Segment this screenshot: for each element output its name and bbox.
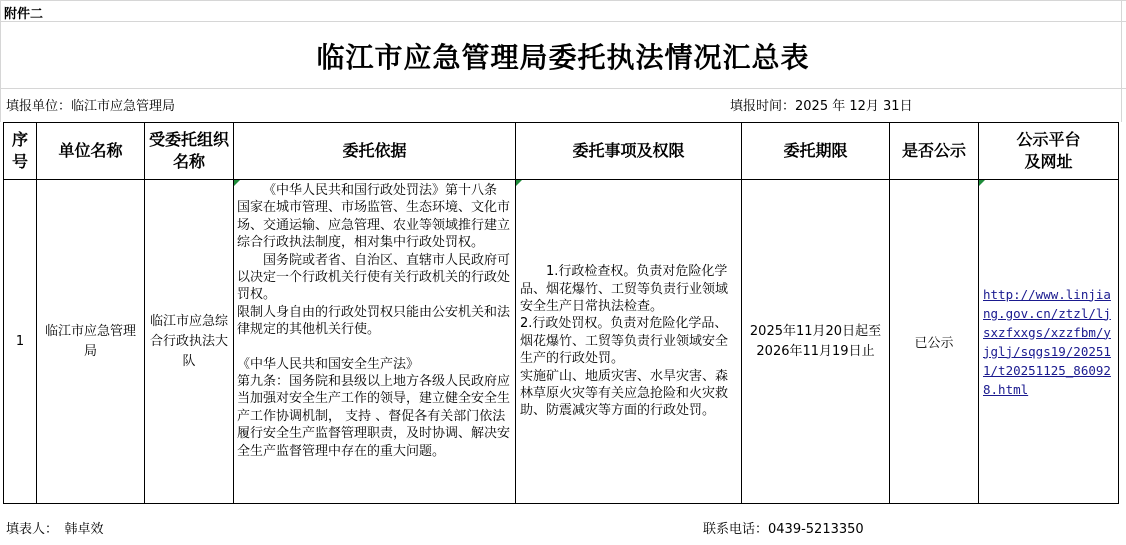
gridline	[0, 0, 1126, 1]
contact-phone: 联系电话：0439-5213350	[703, 522, 864, 537]
matters-item: 1.行政检查权。负责对危险化学品、烟花爆竹、工贸等负责行业领域安全生产日常执法检查。	[520, 264, 729, 314]
header-disclosed: 是否公示	[890, 123, 979, 180]
cell-period: 2025年11月20日起至2026年11月19日止	[742, 180, 890, 504]
basis-paragraph: 第九条：国务院和县级以上地方各级人民政府应当加强对安全生产工作的领导，建立健全安全生产工作协调机制， 支持 、督促各有关部门依法履行安全生产监督管理职责，及时协调、解决安全生产监督管理中存在的重大问题。	[237, 374, 511, 459]
cell-seq: 1	[4, 180, 37, 504]
cell-unit: 临江市应急管理局	[37, 180, 145, 504]
basis-paragraph: 限制人身自由的行政处罚权只能由公安机关和法律规定的其他机关行使。	[237, 304, 511, 338]
header-unit: 单位名称	[37, 123, 145, 180]
filler-name: 填表人： 韩卓效	[6, 522, 104, 537]
cell-entrusted-org: 临江市应急综合行政执法大队	[145, 180, 234, 504]
basis-paragraph: 《中华人民共和国安全生产法》	[237, 356, 420, 372]
cell-disclosed: 已公示	[890, 180, 979, 504]
platform-link[interactable]: http://www.linjiang.gov.cn/ztzl/ljsxzfxxgs/xzzfbm/yjglj/sqgs19/202511/t20251125_860928.html	[983, 286, 1111, 397]
header-period: 委托期限	[742, 123, 890, 180]
basis-paragraph: 国务院或者省、自治区、直辖市人民政府可以决定一个行政机关行使有关行政机关的行政处罚权。	[237, 252, 511, 303]
header-entrusted-org: 受委托组织名称	[145, 123, 234, 180]
summary-table	[3, 122, 1119, 504]
reporting-unit: 填报单位：临江市应急管理局	[6, 99, 176, 114]
matters-item: 实施矿山、地质灾害、水旱灾害、森林草原火灾等有关应急抢险和火灾救助、防震减灾等方面的行政处罚。	[520, 368, 729, 419]
cell-matters	[516, 180, 742, 504]
header-seq: 序号	[4, 123, 37, 180]
basis-paragraph: 《中华人民共和国行政处罚法》第十八条 国家在城市管理、市场监管、生态环境、文化市场、交通运输、应急管理、农业等领域推行建立综合行政执法制度，相对集中行政处罚权。	[237, 183, 511, 251]
header-matters: 委托事项及权限	[516, 123, 742, 180]
header-basis: 委托依据	[234, 123, 516, 180]
header-platform: 公示平台及网址	[979, 123, 1119, 180]
page-title: 临江市应急管理局委托执法情况汇总表	[316, 41, 810, 74]
cell-basis	[234, 180, 516, 504]
gridline	[0, 88, 1126, 89]
table-row	[4, 180, 1119, 504]
cell-comment-marker	[516, 180, 522, 186]
cell-comment-marker	[234, 180, 240, 186]
attachment-label: 附件二	[4, 7, 44, 22]
cell-platform	[979, 180, 1119, 504]
reporting-time: 填报时间：2025 年 12月 31日	[730, 99, 913, 114]
gridline	[0, 21, 1126, 22]
cell-comment-marker	[979, 180, 985, 186]
header-row	[4, 123, 1119, 180]
matters-item: 2.行政处罚权。负责对危险化学品、烟花爆竹、工贸等负责行业领域安全生产的行政处罚。	[520, 316, 729, 367]
